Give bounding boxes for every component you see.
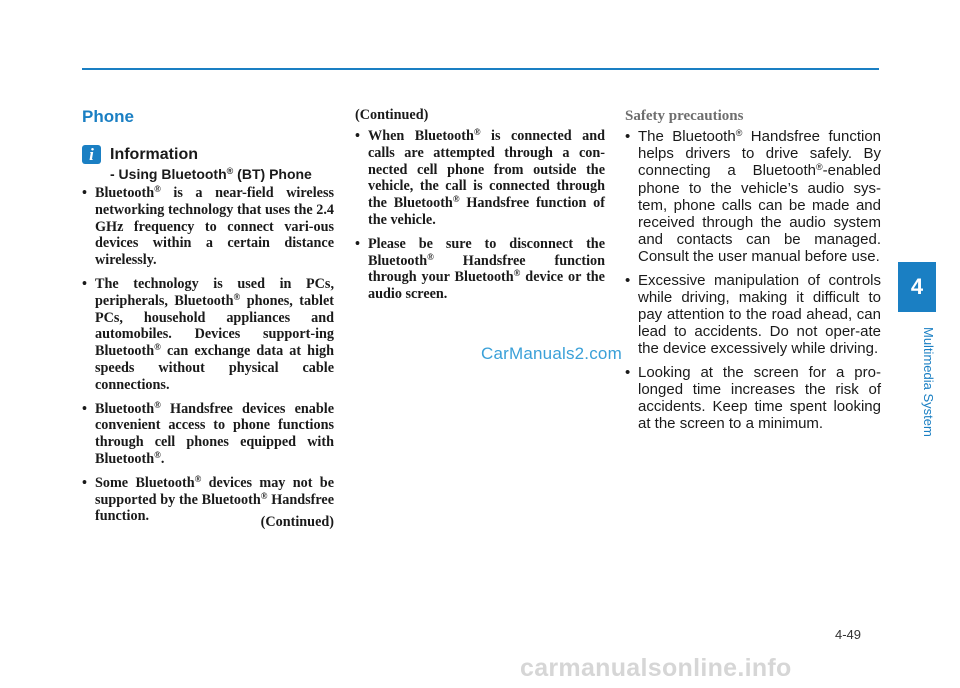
list-item: • Looking at the screen for a pro-longed time increases the risk of accidents. Keep time spent looking at the screen to a minimum.: [625, 364, 881, 433]
list-item: • The technology is used in PCs, peripherals, Bluetooth® phones, tablet PCs, household appliances and automobiles. Devices support-ing Bluetooth® can exchange data at high speeds without physical cable connections.: [82, 276, 334, 394]
section-title: Phone: [82, 107, 134, 126]
chapter-number-tab: 4: [898, 262, 936, 312]
info-subtitle: - Using Bluetooth® (BT) Phone: [110, 166, 312, 182]
info-heading: [82, 145, 198, 164]
info-title: Information: [110, 145, 198, 163]
list-item: • Some Bluetooth® devices may not be supported by the Bluetooth® Handsfree function.: [82, 475, 334, 525]
info-icon: i: [82, 145, 101, 164]
info-bullet-list: [82, 185, 334, 532]
list-item: • The Bluetooth® Handsfree function helps drivers to drive safely. By connecting a Bluetooth®-enabled phone to the vehicle’s audio sys-tem, phone calls can be made and received through the audio system and contacts can be managed. Consult the user manual before use.: [625, 128, 881, 266]
continued-label: (Continued): [355, 107, 429, 123]
info-bullet-list-continued: [355, 128, 605, 310]
list-item: • Bluetooth® Handsfree devices enable convenient access to phone functions through cell phones equipped with Bluetooth®.: [82, 401, 334, 468]
footer-watermark[interactable]: carmanualsonline.info: [520, 654, 792, 682]
chapter-name: Multimedia System: [921, 327, 936, 437]
list-item: • Please be sure to disconnect the Bluetooth® Handsfree function through your Bluetooth® device or the audio screen.: [355, 236, 605, 303]
list-item: • Excessive manipulation of controls while driving, making it difficult to pay attention to the road ahead, can lead to accidents. Do not oper-ate the device excessively while driving.: [625, 272, 881, 358]
list-item: • When Bluetooth® is connected and calls are attempted through a con-nected cell phone from outside the vehicle, the call is connected through the Bluetooth® Handsfree function of the vehicle.: [355, 128, 605, 229]
list-item: • Bluetooth® is a near-field wireless networking technology that uses the 2.4 GHz frequency to connect vari-ous devices within a certain distance wirelessly.: [82, 185, 334, 269]
page-number: 4-49: [835, 627, 862, 642]
header-rule: [82, 68, 879, 70]
watermark-link[interactable]: CarManuals2.com: [481, 344, 622, 363]
safety-precautions-title: Safety precautions: [625, 108, 744, 124]
safety-bullet-list: [625, 128, 881, 438]
continued-label: (Continued): [260, 514, 334, 530]
